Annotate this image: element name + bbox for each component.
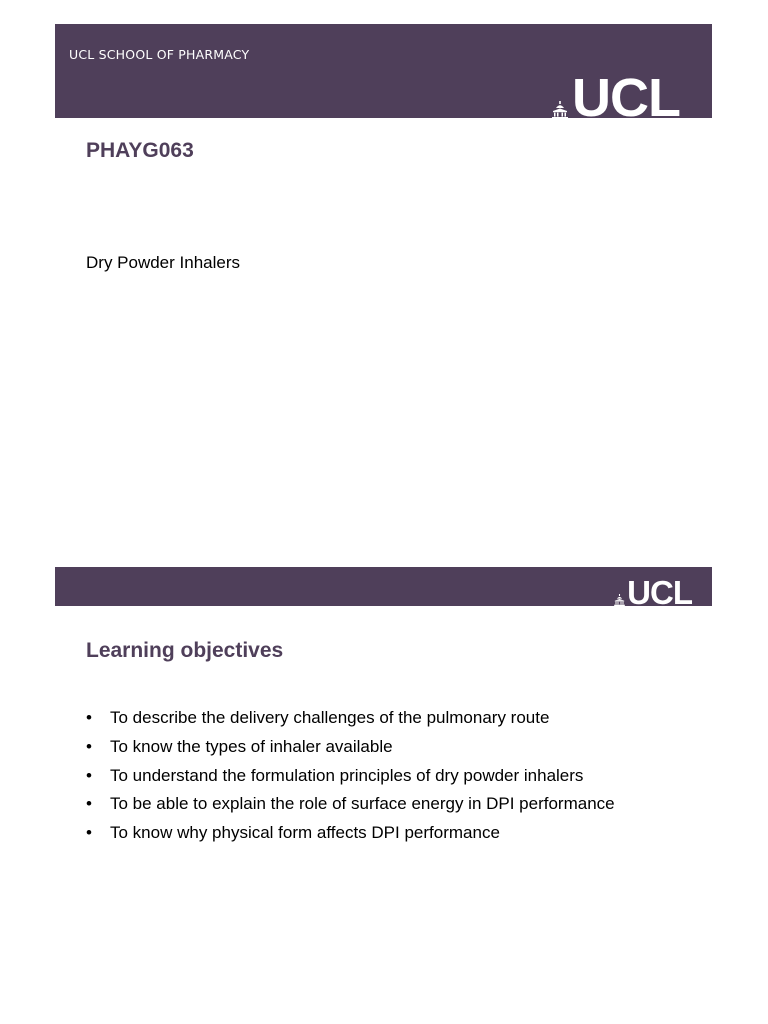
header-banner xyxy=(55,24,712,128)
ucl-logo xyxy=(614,574,692,612)
header-banner xyxy=(55,567,712,612)
objective-text: To know why physical form affects DPI performance xyxy=(110,823,500,843)
lecture-title: Dry Powder Inhalers xyxy=(86,253,241,272)
bullet: • xyxy=(86,765,92,785)
section-title: Learning objectives xyxy=(86,639,284,662)
bullet: • xyxy=(86,794,92,814)
list-item xyxy=(86,762,615,791)
list-item xyxy=(86,790,615,819)
ucl-logo xyxy=(552,67,680,128)
course-code: PHAYG063 xyxy=(86,139,194,162)
objective-text: To be able to explain the role of surface energy in DPI performance xyxy=(110,794,615,814)
objective-text: To describe the delivery challenges of the pulmonary route xyxy=(110,708,550,727)
objective-text: To understand the formulation principles of dry powder inhalers xyxy=(110,765,584,785)
logo-text: UCL xyxy=(627,574,692,612)
school-name: UCL SCHOOL OF PHARMACY xyxy=(69,47,250,62)
bullet: • xyxy=(86,708,92,727)
portico-icon xyxy=(614,594,625,606)
list-item xyxy=(86,704,615,733)
objective-text: To know the types of inhaler available xyxy=(110,736,393,756)
list-item xyxy=(86,733,615,762)
objectives-list xyxy=(86,704,615,848)
bullet: • xyxy=(86,736,92,756)
list-item xyxy=(86,819,615,848)
bullet: • xyxy=(86,823,92,843)
objectives-slide xyxy=(55,567,712,987)
title-slide xyxy=(55,24,712,524)
portico-icon xyxy=(552,101,568,119)
logo-text: UCL xyxy=(572,67,680,128)
